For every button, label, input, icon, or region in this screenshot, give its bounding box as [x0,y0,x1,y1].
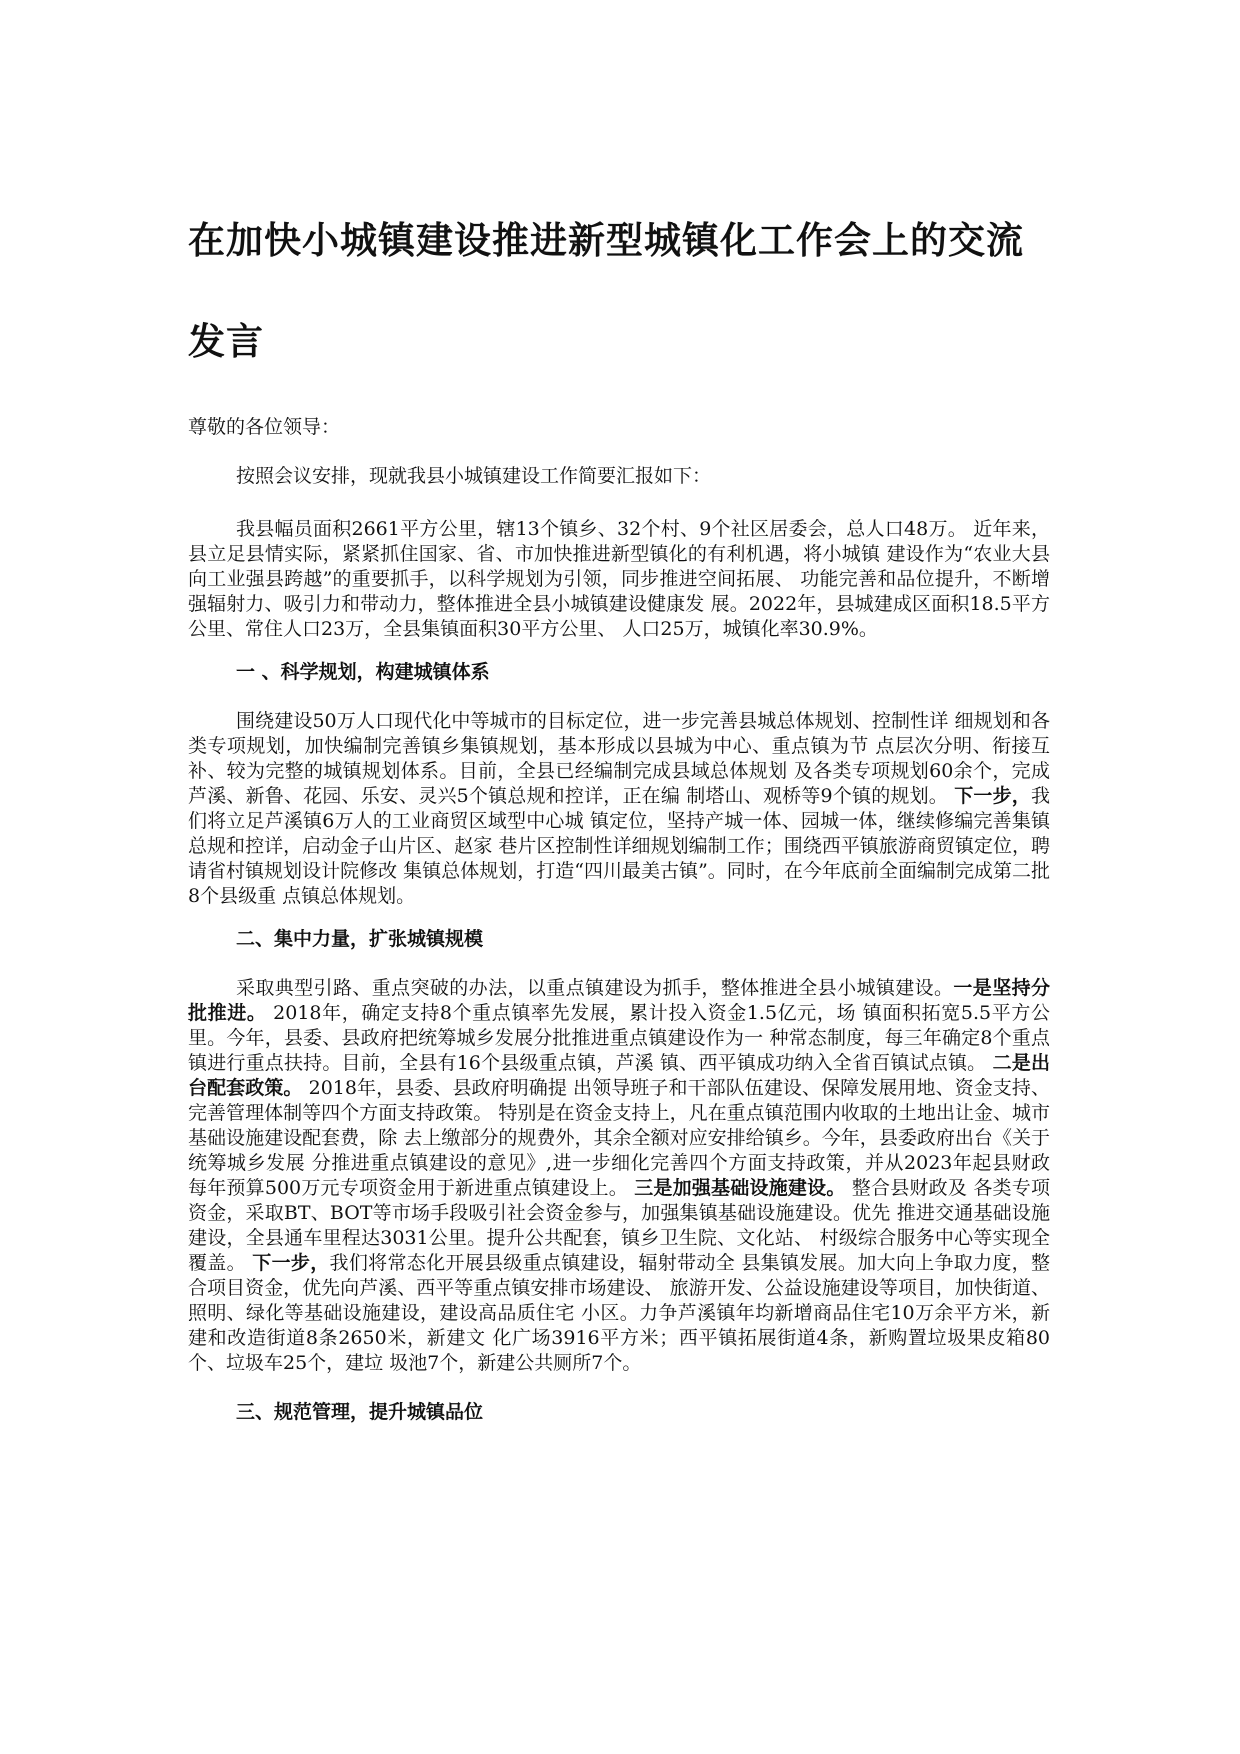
section-2-text-2: 2018年，县委、县政府明确提 出领导班子和干部队伍建设、保障发展用地、资金支持、完善管理体制等四个方面支持政策。 特别是在资金支持上，凡在重点镇范围内收取的土地出让金、城市基础设施建设配套费，除 去上缴部分的规费外，其余全额对应安排给镇乡。今年，县委政府出台《关于统筹城乡发展 分推进重点镇建设的意见》,进一步细化完善四个方面支持政策，并从2023年起县财政 每年预算500万元专项资金用于新进重点镇建设上。 [188,1077,1050,1199]
section-2-text-3: 整合县财政及 各类专项资金，采取BT、BOT等市场手段吸引社会资金参与，加强集镇基础设施建设。优先 推进交通基础设施建设，全县通车里程达3031公里。提升公共配套，镇乡卫生院、文化站、 村级综合服务中心等实现全覆盖。 [188,1177,1050,1274]
section-1-next-step: 下一步， [954,785,1031,807]
section-2-point-3: 三是加强基础设施建设。 [634,1177,846,1199]
section-3-heading: 三、规范管理，提升城镇品位 [236,1401,484,1423]
overview-paragraph: 我县幅员面积2661平方公里，辖13个镇乡、32个村、9个社区居委会，总人口48万。 近年来，县立足县情实际，紧紧抓住国家、省、市加快推进新型镇化的有利机遇，将小城镇 建设作为“农业大县向工业强县跨越”的重要抓手，以科学规划为引领，同步推进空间拓展、 功能完善和品位提升，不断增强辐射力、吸引力和带动力，整体推进全县小城镇建设健康发 展。2022年，县城建成区面积18.5平方公里、常住人口23万，全县集镇面积30平方公里、 人口25万，城镇化率30.9%。 [188,518,1050,640]
section-1-paragraph [188,709,1050,909]
section-2-next-step: 下一步， [252,1252,330,1274]
section-1-text-a: 围绕建设50万人口现代化中等城市的目标定位，进一步完善县城总体规划、控制性详 细规划和各类专项规划，加快编制完善镇乡集镇规划，基本形成以县城为中心、重点镇为节 点层次分明、衔接互补、较为完整的城镇规划体系。目前，全县已经编制完成县域总体规划 及各类专项规划60余个，完成芦溪、新鲁、花园、乐安、灵兴5个镇总规和控详，正在编 制塔山、观桥等9个镇的规划。 [188,710,1050,807]
section-2-paragraph [188,976,1050,1376]
document-title [188,190,1050,392]
section-2-point-2: 二是出台配套政策。 [188,1052,1050,1099]
document-page [188,190,1050,1425]
title-line-1: 在加快小城镇建设推进新型城镇化工作会上的交流 [188,219,1024,262]
title-line-2: 发言 [188,320,264,363]
section-1-heading: 一 、科学规划，构建城镇体系 [236,661,490,683]
section-2-point-1: 一是坚持分批推进。 [188,977,1050,1024]
section-2-heading: 二、集中力量，扩张城镇规模 [236,928,484,950]
section-2-lead: 采取典型引路、重点突破的办法，以重点镇建设为抓手，整体推进全县小城镇建设。 [236,977,954,999]
section-2-text-1: 2018年，确定支持8个重点镇率先发展，累计投入资金1.5亿元，场 镇面积拓宽5.5平方公里。今年，县委、县政府把统筹城乡发展分批推进重点镇建设作为一 种常态制度，每三年确定8个重点镇进行重点扶持。目前，全县有16个县级重点镇，芦溪 镇、西平镇成功纳入全省百镇试点镇。 [188,1002,1050,1074]
intro-paragraph: 按照会议安排，现就我县小城镇建设工作简要汇报如下： [236,465,712,487]
section-1-text-b: 我们将立足芦溪镇6万人的工业商贸区域型中心城 镇定位，坚持产城一体、园城一体，继续修编完善集镇总规和控详，启动金子山片区、赵家 巷片区控制性详细规划编制工作；围绕西平镇旅游商贸镇定位，聘请省村镇规划设计院修改 集镇总体规划，打造“四川最美古镇”。同时，在今年底前全面编制完成第二批8个县级重 点镇总体规划。 [188,785,1050,907]
section-2-text-4: 我们将常态化开展县级重点镇建设，辐射带动全 县集镇发展。加大向上争取力度，整合项目资金，优先向芦溪、西平等重点镇安排市场建设、 旅游开发、公益设施建设等项目，加快街道、照明、绿化等基础设施建设，建设高品质住宅 小区。力争芦溪镇年均新增商品住宅10万余平方米，新建和改造街道8条2650米，新建文 化广场3916平方米；西平镇拓展街道4条，新购置垃圾果皮箱80个、垃圾车25个，建垃 圾池7个，新建公共厕所7个。 [188,1252,1050,1374]
salutation: 尊敬的各位领导： [188,416,341,438]
